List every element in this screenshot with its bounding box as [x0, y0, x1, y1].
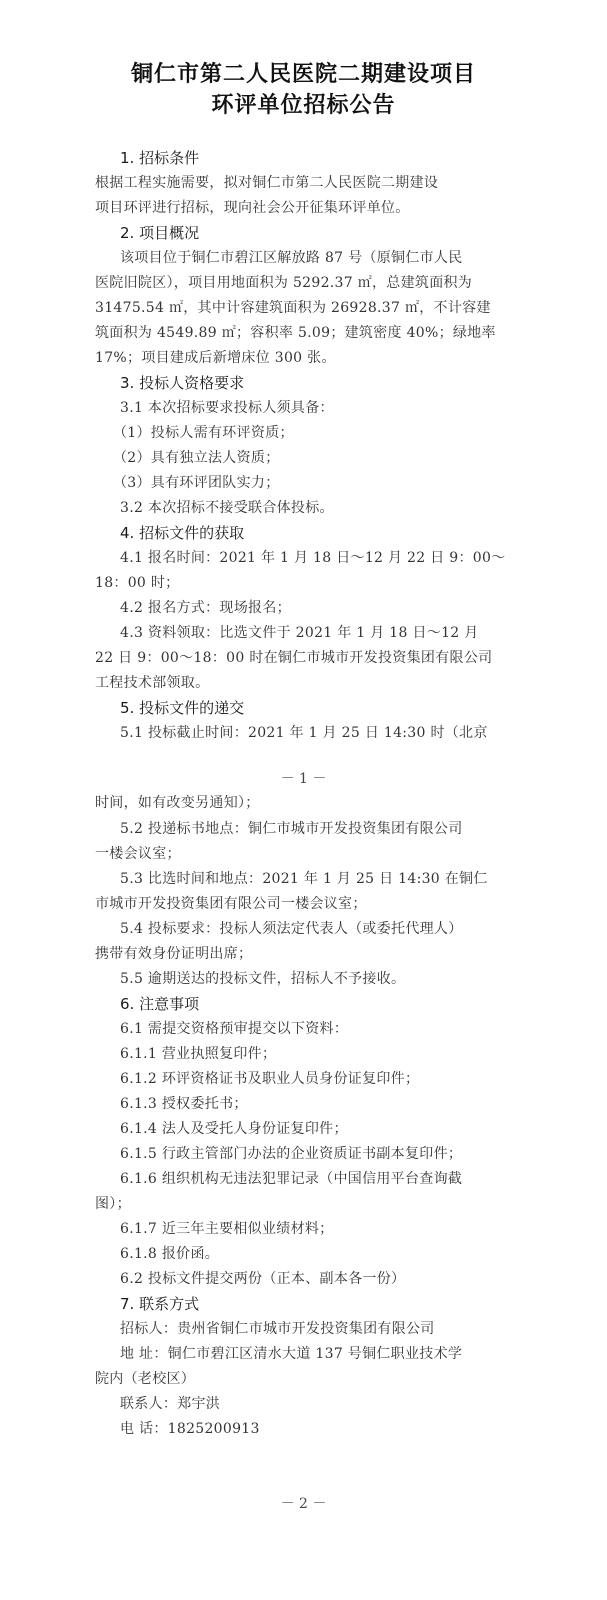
- section-2-line: 31475.54 ㎡，其中计容建筑面积为 26928.37 ㎡，不计容建: [95, 300, 491, 316]
- section-3-line: （2）具有独立法人资质；: [113, 450, 280, 466]
- section-heading-4: 4. 招标文件的获取: [120, 524, 245, 542]
- section-6-line: 6.1.7 近三年主要相似业绩材料；: [120, 1221, 334, 1237]
- section-4-line: 4.1 报名时间：2021 年 1 月 18 日～12 月 22 日 9：00～: [120, 550, 506, 566]
- section-6-line: 6.1.4 法人及受托人身份证复印件；: [120, 1121, 348, 1137]
- section-2-line: 17%；项目建成后新增床位 300 张。: [95, 350, 336, 366]
- contact-address-cont: 院内（老校区）: [95, 1371, 196, 1387]
- contact-tenderer: 招标人：贵州省铜仁市城市开发投资集团有限公司: [120, 1321, 435, 1337]
- section-6-line: 6.2 投标文件提交两份（正本、副本各一份）: [120, 1271, 406, 1287]
- page2-line: 时间，如有改变另通知）；: [95, 795, 260, 811]
- section-6-line: 6.1.3 授权委托书；: [120, 1096, 248, 1112]
- section-1-line: 根据工程实施需要，拟对铜仁市第二人民医院二期建设: [95, 175, 439, 191]
- section-heading-1: 1. 招标条件: [120, 149, 200, 167]
- contact-phone: 电 话：1825200913: [120, 1421, 260, 1437]
- section-3-line: 3.1 本次招标要求投标人须具备：: [120, 400, 334, 416]
- page-number: － 2 －: [280, 1496, 327, 1512]
- page2-line: 市城市开发投资集团有限公司一楼会议室；: [95, 896, 367, 912]
- section-4-line: 22 日 9：00～18：00 时在铜仁市城市开发投资集团有限公司: [95, 650, 493, 666]
- section-2-line: 医院旧院区），项目用地面积为 5292.37 ㎡，总建筑面积为: [95, 275, 473, 291]
- section-1-line: 项目环评进行招标，现向社会公开征集环评单位。: [95, 200, 410, 216]
- section-4-line: 4.2 报名方式：现场报名；: [120, 600, 291, 616]
- page2-line: 5.4 投标要求：投标人须法定代表人（或委托代理人）: [120, 921, 463, 937]
- page2-line: 5.5 逾期送达的投标文件，招标人不予接收。: [120, 971, 406, 987]
- document-title-line2: 环评单位招标公告: [211, 93, 396, 118]
- page-number: － 1 －: [280, 771, 327, 787]
- section-4-line: 18：00 时；: [95, 575, 180, 591]
- page2-line: 一楼会议室；: [95, 846, 181, 862]
- section-6-line: 图）；: [95, 1196, 131, 1212]
- section-heading-6: 6. 注意事项: [120, 995, 200, 1013]
- section-heading-2: 2. 项目概况: [120, 224, 200, 242]
- page2-line: 携带有效身份证明出席；: [95, 946, 253, 962]
- section-3-line: （3）具有环评团队实力；: [113, 475, 280, 491]
- section-6-line: 6.1.8 报价函。: [120, 1246, 220, 1262]
- section-6-line: 6.1 需提交资格预审提交以下资料：: [120, 1021, 349, 1037]
- section-5-line: 5.1 投标截止时间：2021 年 1 月 25 日 14:30 时（北京: [120, 725, 488, 741]
- section-4-line: 4.3 资料领取：比选文件于 2021 年 1 月 18 日～12 月: [120, 625, 479, 641]
- contact-person: 联系人：郑宇洪: [120, 1396, 221, 1412]
- contact-address: 地 址：铜仁市碧江区清水大道 137 号铜仁职业技术学: [120, 1346, 463, 1362]
- section-2-line: 该项目位于铜仁市碧江区解放路 87 号（原铜仁市人民: [120, 250, 463, 266]
- section-6-line: 6.1.2 环评资格证书及职业人员身份证复印件；: [120, 1071, 420, 1087]
- section-heading-3: 3. 投标人资格要求: [120, 374, 245, 392]
- section-3-line: （1）投标人需有环评资质；: [113, 425, 294, 441]
- section-6-line: 6.1.6 组织机构无违法犯罪记录（中国信用平台查询截: [120, 1171, 463, 1187]
- document-title-line1: 铜仁市第二人民医院二期建设项目: [130, 62, 476, 87]
- section-4-line: 工程技术部领取。: [95, 675, 210, 691]
- page2-line: 5.3 比选时间和地点：2021 年 1 月 25 日 14:30 在铜仁: [120, 871, 488, 887]
- section-6-line: 6.1.5 行政主管部门办法的企业资质证书副本复印件；: [120, 1146, 463, 1162]
- section-6-line: 6.1.1 营业执照复印件；: [120, 1046, 277, 1062]
- section-heading-5: 5. 投标文件的递交: [120, 699, 245, 717]
- section-heading-7: 7. 联系方式: [120, 1295, 200, 1313]
- page2-line: 5.2 投递标书地点：铜仁市城市开发投资集团有限公司: [120, 821, 463, 837]
- section-2-line: 筑面积为 4549.89 ㎡；容积率 5.09；建筑密度 40%；绿地率: [95, 325, 496, 341]
- section-3-line: 3.2 本次招标不接受联合体投标。: [120, 500, 334, 516]
